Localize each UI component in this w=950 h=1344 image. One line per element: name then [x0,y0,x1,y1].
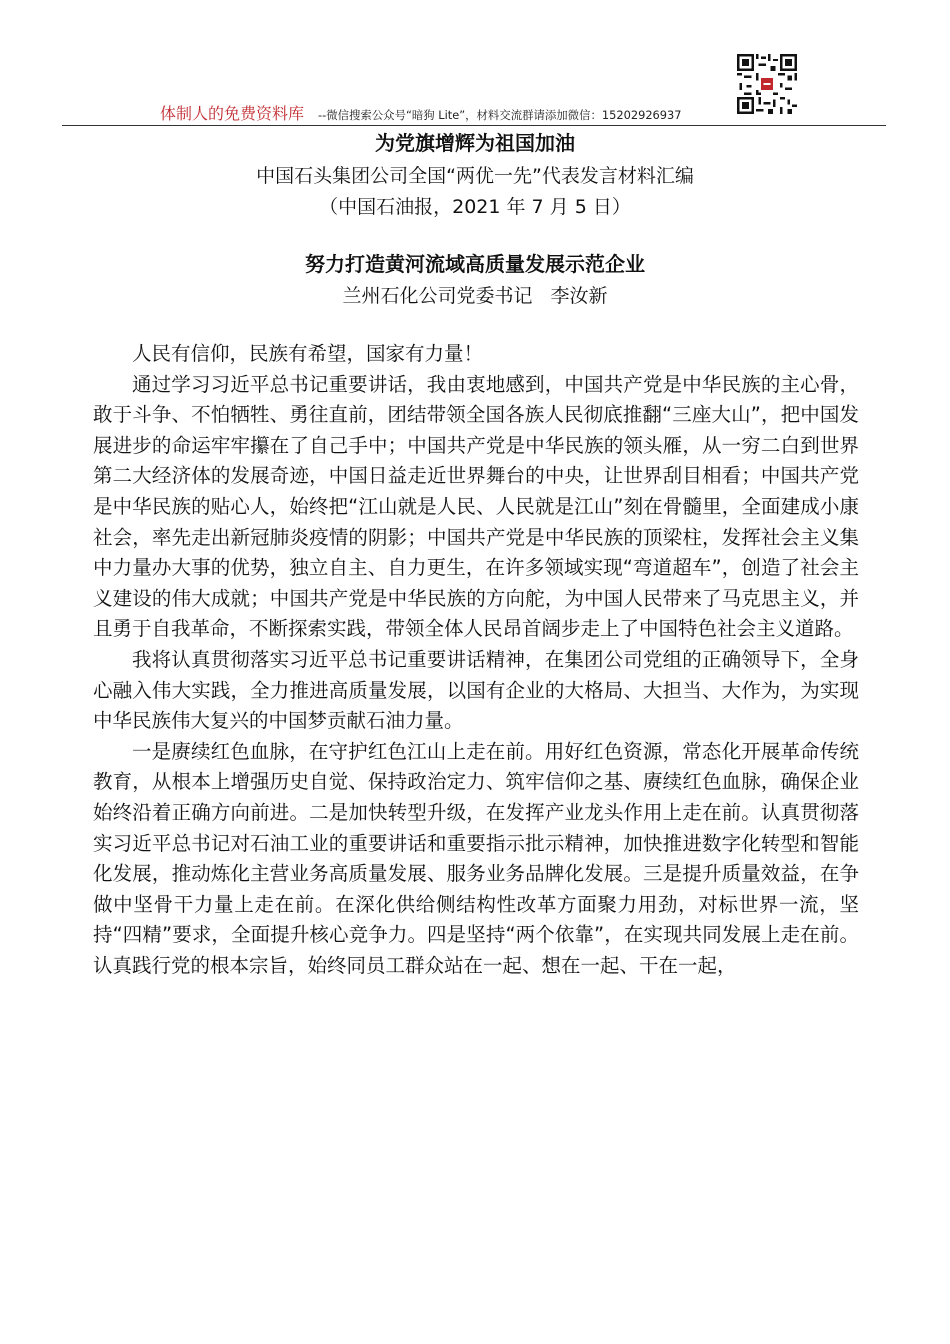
article-body [93,339,859,981]
document-source: （中国石油报，2021 年 7 月 5 日） [319,196,631,218]
document-subtitle: 中国石头集团公司全国“两优一先”代表发言材料汇编 [256,165,694,187]
paragraph: 一是赓续红色血脉，在守护红色江山上走在前。用好红色资源，常态化开展革命传统教育，从根本上增强历史自觉、保持政治定力、筑牢信仰之基、赓续红色血脉，确保企业始终沿着正确方向前进。二是加快转型升级，在发挥产业龙头作用上走在前。认真贯彻落实习近平总书记对石油工业的重要讲话和重要指示批示精神，加快推进数字化转型和智能化发展，推动炼化主营业务高质量发展、服务业务品牌化发展。三是提升质量效益，在争做中坚骨干力量上走在前。在深化供给侧结构性改革方面聚力用劲，对标世界一流，坚持“四精”要求，全面提升核心竞争力。四是坚持“两个依靠”，在实现共同发展上走在前。认真践行党的根本宗旨，始终同员工群众站在一起、想在一起、干在一起， [93,739,859,977]
article-title: 努力打造黄河流域高质量发展示范企业 [305,252,645,276]
header-brand: 体制人的免费资料库 [160,104,305,123]
paragraph: 通过学习习近平总书记重要讲话，我由衷地感到，中国共产党是中华民族的主心骨，敢于斗争、不怕牺牲、勇往直前，团结带领全国各族人民彻底推翻“三座大山”，把中国发展进步的命运牢牢攥在了自己手中；中国共产党是中华民族的领头雁，从一穷二白到世界第二大经济体的发展奇迹，中国日益走近世界舞台的中央，让世界刮目相看；中国共产党是中华民族的贴心人，始终把“江山就是人民、人民就是江山”刻在骨髓里，全面建成小康社会，率先走出新冠肺炎疫情的阴影；中国共产党是中华民族的顶梁柱，发挥社会主义集中力量办大事的优势，独立自主、自力更生，在许多领域实现“弯道超车”，创造了社会主义建设的伟大成就；中国共产党是中华民族的方向舵，为中国人民带来了马克思主义，并且勇于自我革命，不断探索实践，带领全体人民昂首阔步走上了中国特色社会主义道路。 [93,372,859,641]
paragraph: 人民有信仰，民族有希望，国家有力量！ [132,342,484,365]
qr-code-icon [737,54,797,114]
document-title: 为党旗增辉为祖国加油 [375,131,575,155]
paragraph: 我将认真贯彻落实习近平总书记重要讲话精神，在集团公司党组的正确领导下，全身心融入伟大实践，全力推进高质量发展，以国有企业的大格局、大担当、大作为，为实现中华民族伟大复兴的中国梦贡献石油力量。 [93,647,859,733]
article-author: 兰州石化公司党委书记 李汝新 [342,285,608,307]
header-divider [62,125,886,126]
header-note: --微信搜索公众号“暗狗 Lite”，材料交流群请添加微信：15202926937 [318,108,682,122]
